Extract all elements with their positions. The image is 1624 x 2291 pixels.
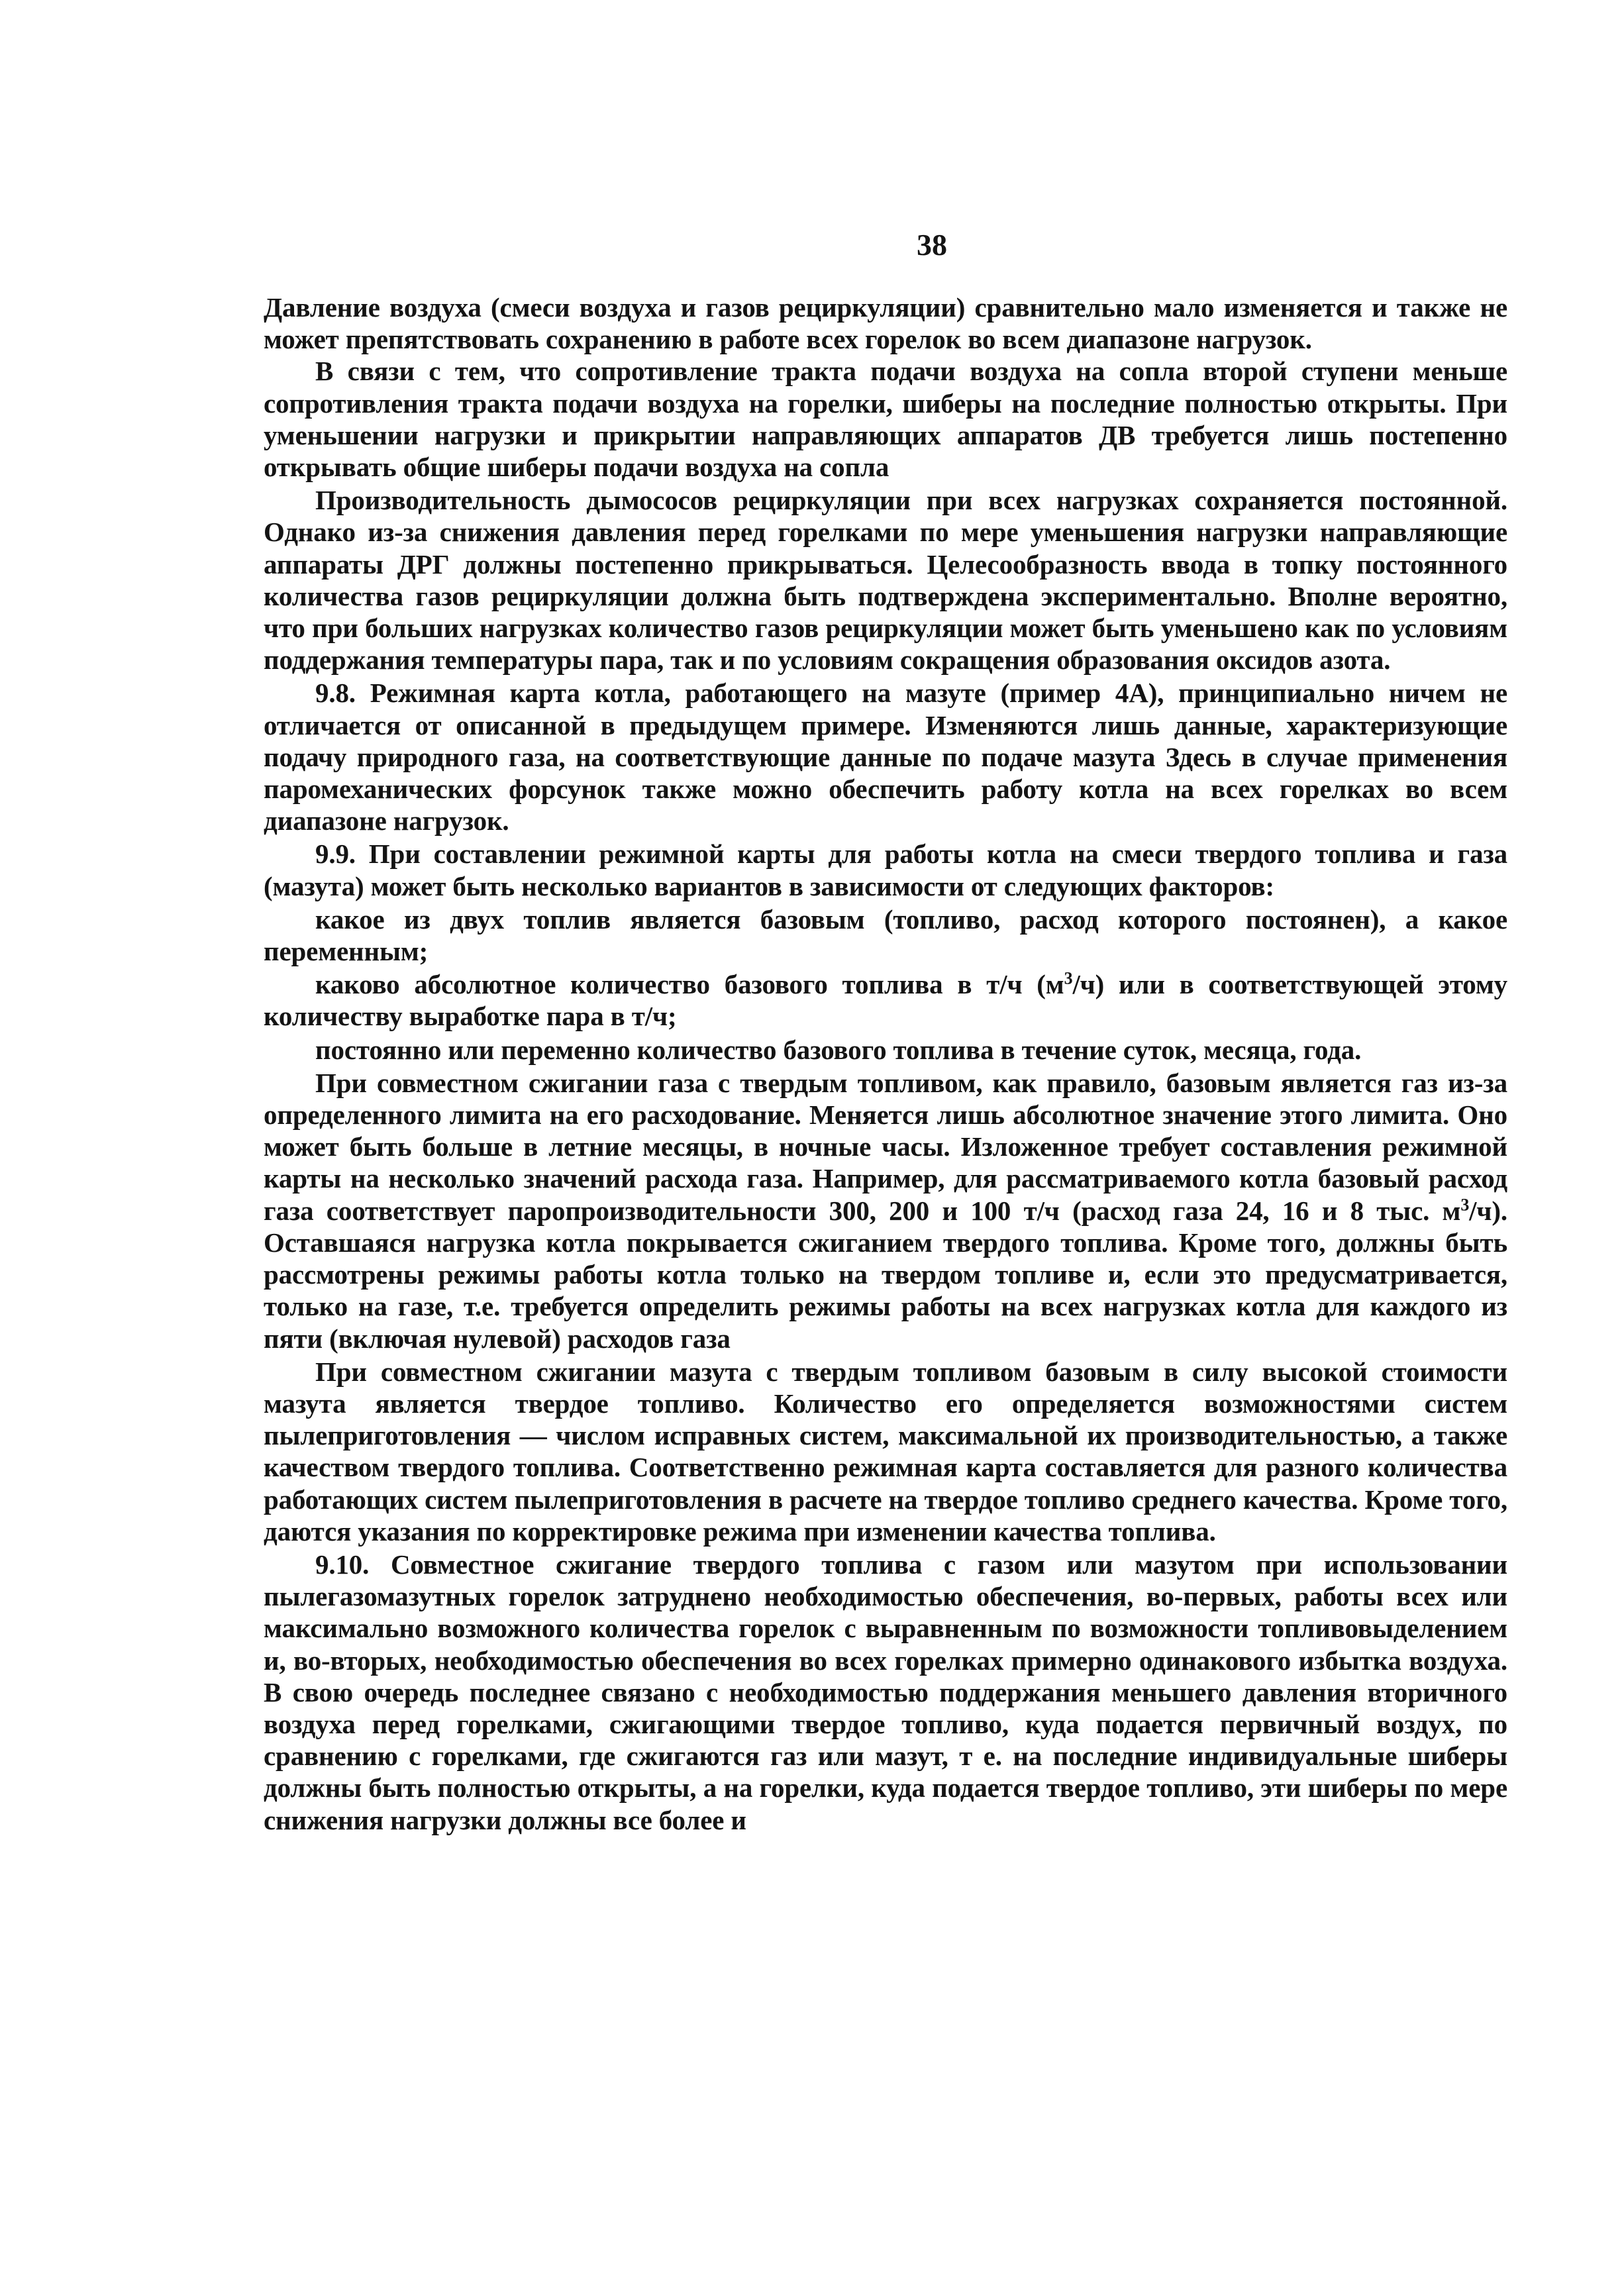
paragraph-recirculation-fans: Производительность дымососов рециркуляции при всех нагрузках сохраняется постоянной. Однако из-за снижения давления перед горелками по мере уменьшения нагрузки направляющие аппараты ДРГ должны постепенно прикрываться. Целесообразность ввода в топку постоянного количества газов рециркуляции должна быть подтверждена экспериментально. Вполне вероятно, что при больших нагрузках количество газов рециркуляции может быть уменьшено как по условиям поддержания температуры пара, так и по условиям сокращения образования оксидов азота.: [264, 485, 1507, 676]
paragraph-nozzle-resistance: В связи с тем, что сопротивление тракта подачи воздуха на сопла второй ступени меньше сопротивления тракта подачи воздуха на горелки, шиберы на последние полностью открыты. При уменьшении нагрузки и прикрытии направляющих аппаратов ДВ требуется лишь постепенно открывать общие шиберы подачи воздуха на сопла: [264, 356, 1507, 483]
paragraph-section-9-8: 9.8. Режимная карта котла, работающего на мазуте (пример 4А), принципиально ничем не отличается от описанной в предыдущем примере. Изменяются лишь данные, характеризующие подачу природного газа, на соответствующие данные по подаче мазута Здесь в случае применения паромеханических форсунок также можно обеспечить работу котла на всех горелках во всем диапазоне нагрузок.: [264, 678, 1507, 837]
superscript: 3: [1064, 968, 1073, 988]
paragraph-gas-cofiring: [264, 1067, 1507, 1354]
list-item-fuel-quantity: [264, 968, 1507, 1032]
list-item-constancy: постоянно или переменно количество базового топлива в течение суток, месяца, года.: [315, 1034, 1362, 1065]
paragraph-section-9-10: 9.10. Совместное сжигание твердого топлива с газом или мазутом при использовании пылегазомазутных горелок затруднено необходимостью обеспечения, во-первых, работы всех или максимально возможного количества горелок с выравненным по возможности топливовыделением и, во-вторых, необходимостью обеспечения во всех горелках примерно одинакового избытка воздуха. В свою очередь последнее связано с необходимостью поддержания меньшего давления вторичного воздуха перед горелками, сжигающими твердое топливо, куда подается первичный воздух, по сравнению с горелками, где сжигаются газ или мазут, т е. на последние индивидуальные шиберы должны быть полностью открыты, а на горелки, куда подается твердое топливо, эти шиберы по мере снижения нагрузки должны все более и: [264, 1549, 1507, 1835]
paragraph-section-9-9: 9.9. При составлении режимной карты для работы котла на смеси твердого топлива и газа (мазута) может быть несколько вариантов в зависимости от следующих факторов:: [264, 839, 1507, 901]
paragraph-mazut-cofiring: При совместном сжигании мазута с твердым топливом базовым в силу высокой стоимости мазута является твердое топливо. Количество его определяется возможностями систем пылеприготовления — числом исправных систем, максимальной их производительностью, а также качеством твердого топлива. Соответственно режимная карта составляется для разного количества работающих систем пылеприготовления в расчете на твердое топливо среднего качества. Кроме того, даются указания по корректировке режима при изменении качества топлива.: [264, 1356, 1507, 1547]
document-page: [264, 225, 1507, 1836]
paragraph-air-pressure: Давление воздуха (смеси воздуха и газов рециркуляции) сравнительно мало изменяется и также не может препятствовать сохранению в работе всех горелок во всем диапазоне нагрузок.: [264, 292, 1507, 355]
page-number: 38: [917, 228, 947, 262]
text-fragment: /ч). Оставшаяся нагрузка котла покрывается сжиганием твердого топлива. Кроме того, должны быть рассмотрены режимы работы котла только на твердом топливе и, если это предусматривается, только на газе, т.е. требуется определить режимы работы на всех нагрузках котла для каждого из пяти (включая нулевой) расходов газа: [264, 1195, 1507, 1354]
text-fragment: каково абсолютное количество базового топлива в т/ч (м: [315, 969, 1064, 1000]
text-fragment: /ч) или в соответствующей этому количеству выработке пара в т/ч;: [264, 969, 1507, 1032]
text-fragment: При совместном сжигании газа с твердым топливом, как правило, базовым является газ из-за определенного лимита на его расходование. Меняется лишь абсолютное значение этого лимита. Оно может быть больше в летние месяцы, в ночные часы. Изложенное требует составления режимной карты на несколько значений расхода газа. Например, для рассматриваемого котла базовый расход газа соответствует паропроизводительности 300, 200 и 100 т/ч (расход газа 24, 16 и 8 тыс. м: [264, 1067, 1507, 1226]
superscript: 3: [1460, 1195, 1470, 1215]
list-item-base-fuel: какое из двух топлив является базовым (топливо, расход которого постоянен), а какое переменным;: [264, 903, 1507, 967]
